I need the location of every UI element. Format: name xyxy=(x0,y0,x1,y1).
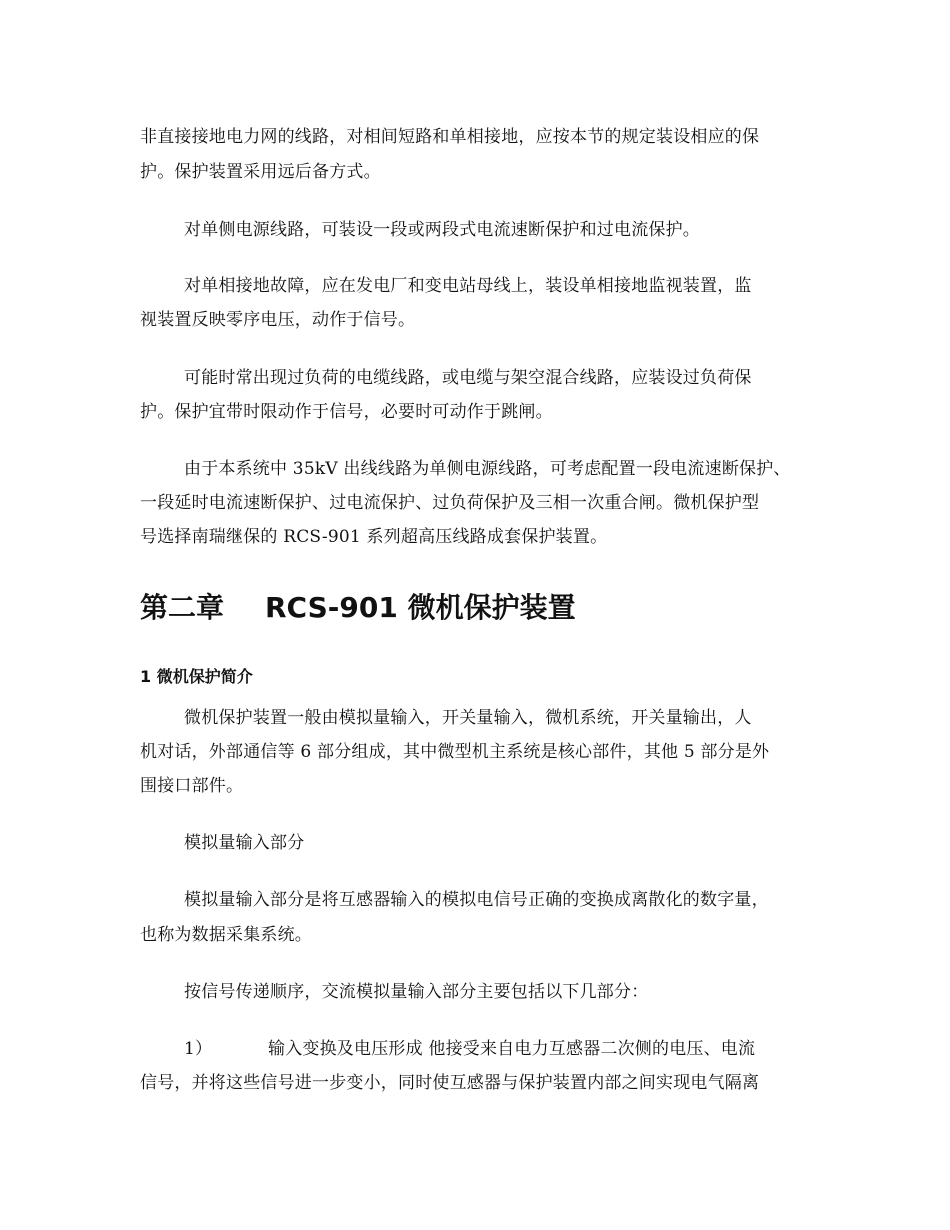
paragraph-line: 非直接接地电力网的线路，对相间短路和单相接地，应按本节的规定装设相应的保 xyxy=(140,127,760,147)
paragraph-line: 按信号传递顺序，交流模拟量输入部分主要包括以下几部分： xyxy=(184,982,649,1002)
chapter-number: 第二章 xyxy=(140,591,225,624)
paragraph-line: 微机保护装置一般由模拟量输入，开关量输入，微机系统，开关量输出，人 xyxy=(184,708,752,728)
paragraph-line: 一段延时电流速断保护、过电流保护、过负荷保护及三相一次重合闸。微机保护型 xyxy=(140,493,760,513)
section-heading: 1 微机保护简介 xyxy=(140,667,253,686)
paragraph-line: 对单侧电源线路，可装设一段或两段式电流速断保护和过电流保护。 xyxy=(184,220,700,240)
paragraph-line: 模拟量输入部分是将互感器输入的模拟电信号正确的变换成离散化的数字量， xyxy=(184,890,769,910)
paragraph-line: 也称为数据采集系统。 xyxy=(140,925,312,945)
paragraph-line: 护。保护宜带时限动作于信号，必要时可动作于跳闸。 xyxy=(140,402,553,422)
paragraph-line: 围接口部件。 xyxy=(140,776,244,796)
paragraph-line: 视装置反映零序电压，动作于信号。 xyxy=(140,310,416,330)
paragraph-line: 信号，并将这些信号进一步变小，同时使互感器与保护装置内部之间实现电气隔离 xyxy=(140,1073,760,1093)
chapter-heading xyxy=(140,590,576,626)
paragraph-line: 可能时常出现过负荷的电缆线路，或电缆与架空混合线路，应装设过负荷保 xyxy=(184,368,752,388)
list-item-text: 输入变换及电压形成 他接受来自电力互感器二次侧的电压、电流 xyxy=(268,1039,756,1059)
list-item-line xyxy=(184,1038,755,1060)
paragraph-line: 号选择南瑞继保的 RCS-901 系列超高压线路成套保护装置。 xyxy=(140,527,608,547)
list-item-number: 1） xyxy=(184,1039,213,1059)
paragraph-line: 机对话，外部通信等 6 部分组成，其中微型机主系统是核心部件，其他 5 部分是外 xyxy=(140,742,770,762)
paragraph-line: 模拟量输入部分 xyxy=(184,833,305,853)
chapter-title: RCS-901 微机保护装置 xyxy=(265,591,576,624)
paragraph-line: 护。保护装置采用远后备方式。 xyxy=(140,162,381,182)
paragraph-line: 对单相接地故障，应在发电厂和变电站母线上，装设单相接地监视装置，监 xyxy=(184,276,752,296)
paragraph-line: 由于本系统中 35kV 出线线路为单侧电源线路，可考虑配置一段电流速断保护、 xyxy=(184,459,791,479)
